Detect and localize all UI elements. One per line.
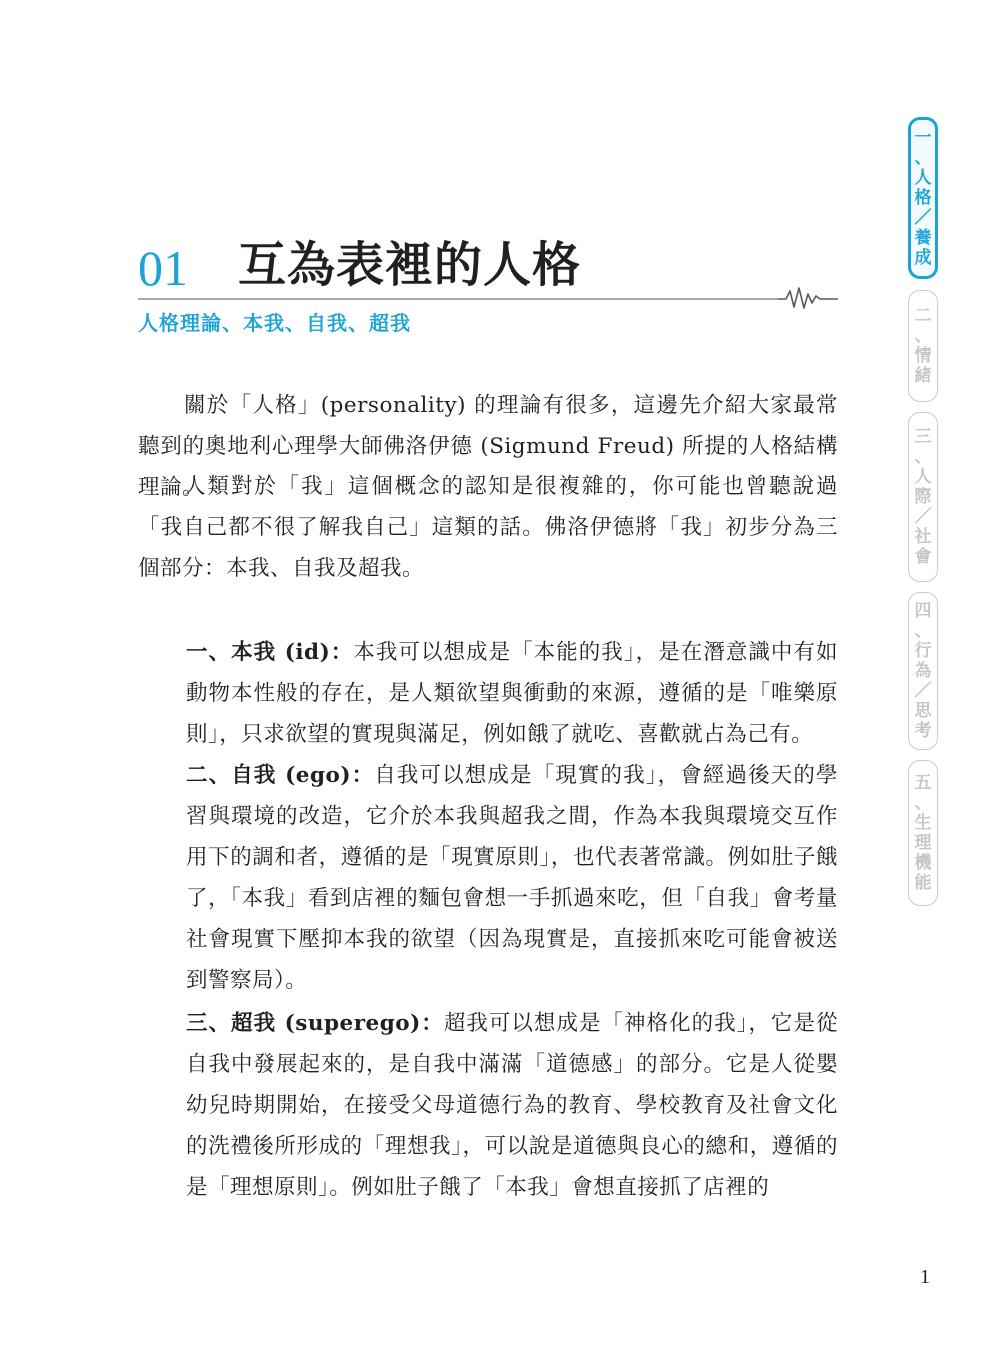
intro-paragraph-1: 關於「人格」(personality) 的理論有很多，這邊先介紹大家最常聽到的奧地利心理學大師佛洛伊德 (Sigmund Freud) 所提的人格結構理論。 — [138, 393, 838, 500]
definition-item-id — [186, 632, 838, 755]
tab-label: 四 、 行 為 ／ 思 考 — [914, 601, 932, 741]
item-label: 三、超我 (superego)： — [186, 1011, 444, 1036]
item-label: 一、本我 (id)： — [186, 640, 354, 665]
item-text: 本我可以想成是「本能的我」，是在潛意識中有如動物本性般的存在，是人類欲望與衝動的來源，遵循的是「唯樂原則」，只求欲望的實現與滿足，例如餓了就吃、喜歡就占為己有。 — [186, 640, 838, 747]
side-tab-physiology[interactable] — [908, 760, 938, 906]
page-number: 1 — [920, 1266, 930, 1288]
definition-item-ego — [186, 755, 838, 1001]
intro-paragraph-2: 人類對於「我」這個概念的認知是很複雜的，你可能也曾聽說過「我自己都不很了解我自己」這類的話。佛洛伊德將「我」初步分為三個部分：本我、自我及超我。 — [138, 474, 838, 581]
tab-label: 三 、 人 際 ／ 社 會 — [914, 427, 932, 567]
definition-item-superego — [186, 1003, 838, 1208]
tab-label: 一 、 人 格 ／ 養 成 — [914, 128, 932, 268]
chapter-subtitle: 人格理論、本我、自我、超我 — [138, 311, 411, 335]
side-tab-social[interactable] — [908, 412, 938, 582]
side-tab-emotion[interactable] — [908, 290, 938, 402]
tab-label: 五 、 生 理 機 能 — [914, 773, 932, 893]
title-rule-heartbeat — [138, 286, 838, 310]
tab-label: 二 、 情 緒 — [914, 306, 932, 386]
side-tab-behavior[interactable] — [908, 592, 938, 750]
chapter-number: 01 — [138, 240, 188, 296]
item-text: 超我可以想成是「神格化的我」，它是從自我中發展起來的，是自我中滿滿「道德感」的部分。它是人從嬰幼兒時期開始，在接受父母道德行為的教育、學校教育及社會文化的洗禮後所形成的「理想我」，可以說是道德與良心的總和，遵循的是「理想原則」。例如肚子餓了「本我」會想直接抓了店裡的 — [186, 1011, 838, 1200]
side-tab-personality[interactable] — [908, 117, 938, 279]
chapter-title: 互為表裡的人格 — [238, 237, 582, 293]
item-label: 二、自我 (ego)： — [186, 763, 375, 788]
item-text: 自我可以想成是「現實的我」，會經過後天的學習與環境的改造，它介於本我與超我之間，作為本我與環境交互作用下的調和者，遵循的是「現實原則」，也代表著常識。例如肚子餓了，「本我」看到店裡的麵包會想一手抓過來吃，但「自我」會考量社會現實下壓抑本我的欲望（因為現實是，直接抓來吃可能會被送到警察局）。 — [186, 763, 838, 993]
